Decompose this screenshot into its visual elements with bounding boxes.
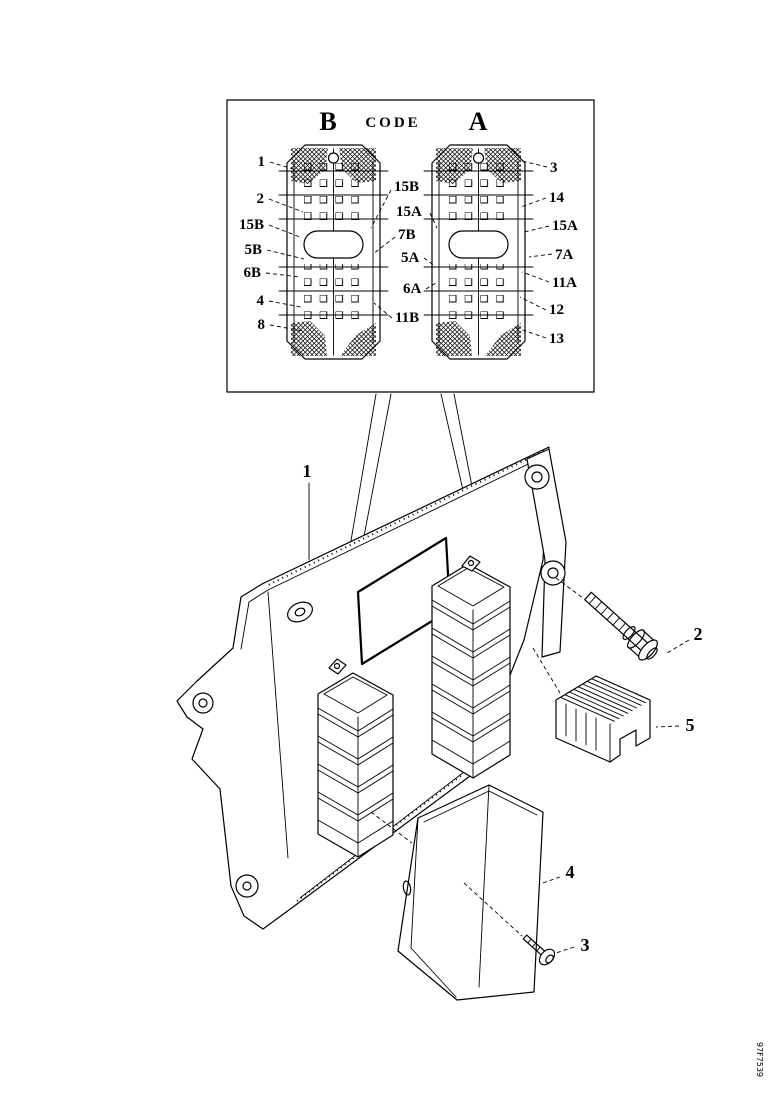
part-number-label: 2 xyxy=(693,624,703,644)
connector-a-label: A xyxy=(468,107,488,136)
detail-box xyxy=(227,100,594,392)
callout-label: 15A xyxy=(396,204,422,220)
callout-label: 13 xyxy=(549,331,564,347)
connector-b-label: B xyxy=(319,107,337,136)
cover-drawing xyxy=(398,785,543,1000)
drawing-number: 97F7539 xyxy=(755,1042,764,1078)
callout-label: 5A xyxy=(401,250,420,266)
callout-label: 2 xyxy=(256,191,264,207)
callout-label: 8 xyxy=(257,317,265,333)
connector-stack-left xyxy=(318,659,393,857)
callout-label: 15B xyxy=(238,217,264,233)
code-label: CODE xyxy=(365,115,421,131)
callout-label: 15B xyxy=(394,179,420,195)
part-number-label: 4 xyxy=(565,862,575,882)
callout-label: 5B xyxy=(244,242,262,258)
callout-label: 6A xyxy=(403,281,422,297)
part-number-label: 5 xyxy=(685,715,695,735)
callout-label: 15A xyxy=(552,218,578,234)
callout-label: 11B xyxy=(395,310,420,326)
connector-b-drawing xyxy=(279,145,388,359)
callout-label: 3 xyxy=(550,160,558,176)
part-number-label: 3 xyxy=(580,935,590,955)
callout-label: 7B xyxy=(398,227,416,243)
callout-label: 1 xyxy=(257,154,265,170)
connector-stack-right xyxy=(432,556,510,778)
connector-a-drawing xyxy=(424,145,533,359)
detail-box-border xyxy=(227,100,594,392)
part-number-label: 1 xyxy=(302,461,312,481)
callout-label: 12 xyxy=(549,302,564,318)
callout-label: 14 xyxy=(549,190,564,206)
callout-label: 11A xyxy=(552,275,578,291)
callout-label: 6B xyxy=(243,265,261,281)
callout-label: 4 xyxy=(256,293,264,309)
callout-label: 7A xyxy=(555,247,574,263)
